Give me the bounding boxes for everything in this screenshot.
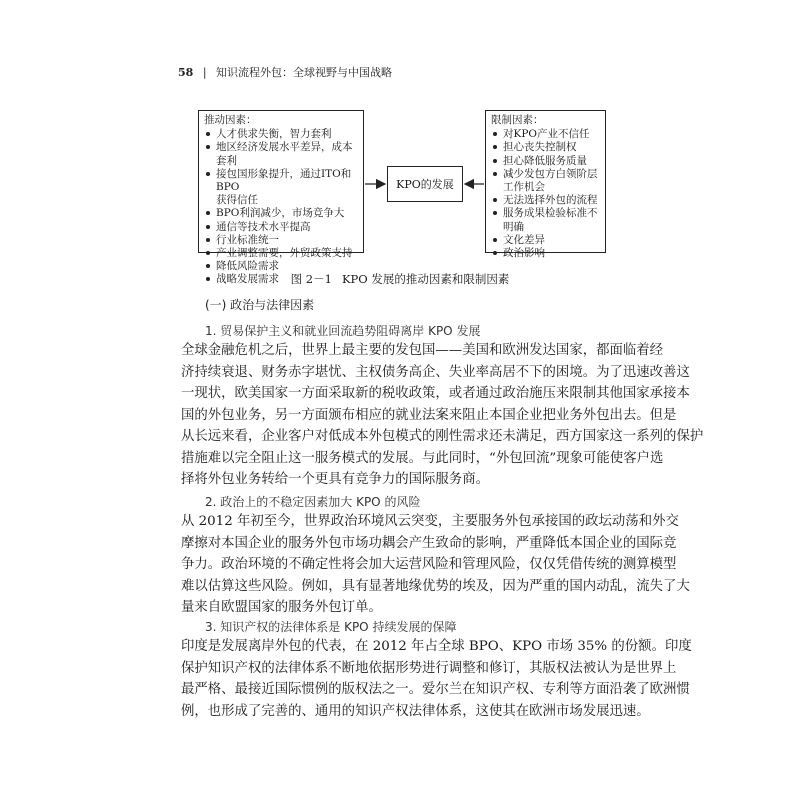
kpo-development-label: KPO的发展 [396, 178, 454, 191]
factor-item: 政治影响 [491, 247, 600, 260]
paragraph: 全球金融危机之后，世界上最主要的发包国——美国和欧洲发达国家，都面临着经 济持续衰退、财务赤字堪忧、主权债务高企、失业率高居不下的困境。为了迅速改善这 一现状，欧美国家一方面采取新的税收政策，或者通过政治施压来限制其他国家承接本 国的外包业务，另一方面颁布相应的就业法案来阻止本国企业把业务外包出去。但是 从长远来看，企业客户对低成本外包模式的刚性需求还未满足，西方国家这一系列的保护 措施难以完全阻止这一服务模式的发展。与此同时，“外包回流”现象可能使客户选 择将外包业务转给一个更具有竞争力的国际服务商。 [181, 343, 704, 487]
factor-item: 减少发包方白领阶层 工作机会 [491, 168, 600, 194]
factor-item: 人才供求失衡，智力套利 [204, 128, 358, 141]
driving-factors-title: 推动因素： [204, 114, 257, 126]
header-separator: | [202, 66, 207, 79]
factor-item: 战略发展需求 [204, 273, 358, 286]
factor-item: 服务成果检验标准不 明确 [491, 207, 600, 233]
factor-item: BPO利润减少，市场竞争大 [204, 207, 358, 220]
paragraph: 印度是发展离岸外包的代表，在 2012 年占全球 BPO、KPO 市场 35% 的份额。印度 保护知识产权的法律体系不断地依据形势进行调整和修订，其版权法被认为是世界上 最严格、最接近国际惯例的版权法之一。爱尔兰在知识产权、专利等方面沿袭了欧洲惯 例，也形成了完善的、通用的知识产权法律体系，这使其在欧洲市场发展迅速。 [181, 639, 692, 719]
factor-item: 无法选择外包的流程 [491, 194, 600, 207]
factor-item: 担心降低服务质量 [491, 155, 600, 168]
paragraph: 从 2012 年初至今，世界政治环境风云突变，主要服务外包承接国的政坛动荡和外交 摩擦对本国企业的服务外包市场功耦会产生致命的影响，严重降低本国企业的国际竞 争力。政治环境的不确定性将会加大运营风险和管理风险，仅仅凭借传统的测算模型 难以估算这些风险。例如，具有显著地缘优势的埃及，因为严重的国内动乱，流失了大 量来自欧盟国家的服务外包订单。 [181, 514, 690, 615]
subsection-heading: 3. 知识产权的法律体系是 KPO 持续发展的保障 [205, 620, 457, 634]
page-number: 58 [178, 66, 194, 79]
factor-item: 降低风险需求 [204, 260, 358, 273]
factor-item: 通信等技术水平提高 [204, 221, 358, 234]
factor-item: 行业标准统一 [204, 234, 358, 247]
factor-item: 文化差异 [491, 234, 600, 247]
factor-item: 接包国形象提升，通过ITO和BPO 获得信任 [204, 168, 358, 208]
book-title: 知识流程外包：全球视野与中国战略 [216, 66, 393, 79]
subsection-heading: 1. 贸易保护主义和就业回流趋势阻碍离岸 KPO 发展 [205, 324, 481, 338]
restricting-factors-title: 限制因素： [491, 114, 544, 126]
figure-caption [0, 271, 800, 287]
figure-caption-text: KPO 发展的推动因素和限制因素 [341, 272, 510, 286]
factor-item: 地区经济发展水平差异，成本套利 [204, 141, 358, 167]
section-heading: (一) 政治与法律因素 [205, 298, 315, 312]
subsection-heading: 2. 政治上的不稳定因素加大 KPO 的风险 [205, 495, 421, 509]
figure-arrows [0, 0, 800, 300]
factor-item: 担心丧失控制权 [491, 141, 600, 154]
figure-number: 图 2－1 [290, 272, 332, 286]
factor-item: 对KPO产业不信任 [491, 128, 600, 141]
factor-item: 产业调整需要，外贸政策支持 [204, 247, 358, 260]
